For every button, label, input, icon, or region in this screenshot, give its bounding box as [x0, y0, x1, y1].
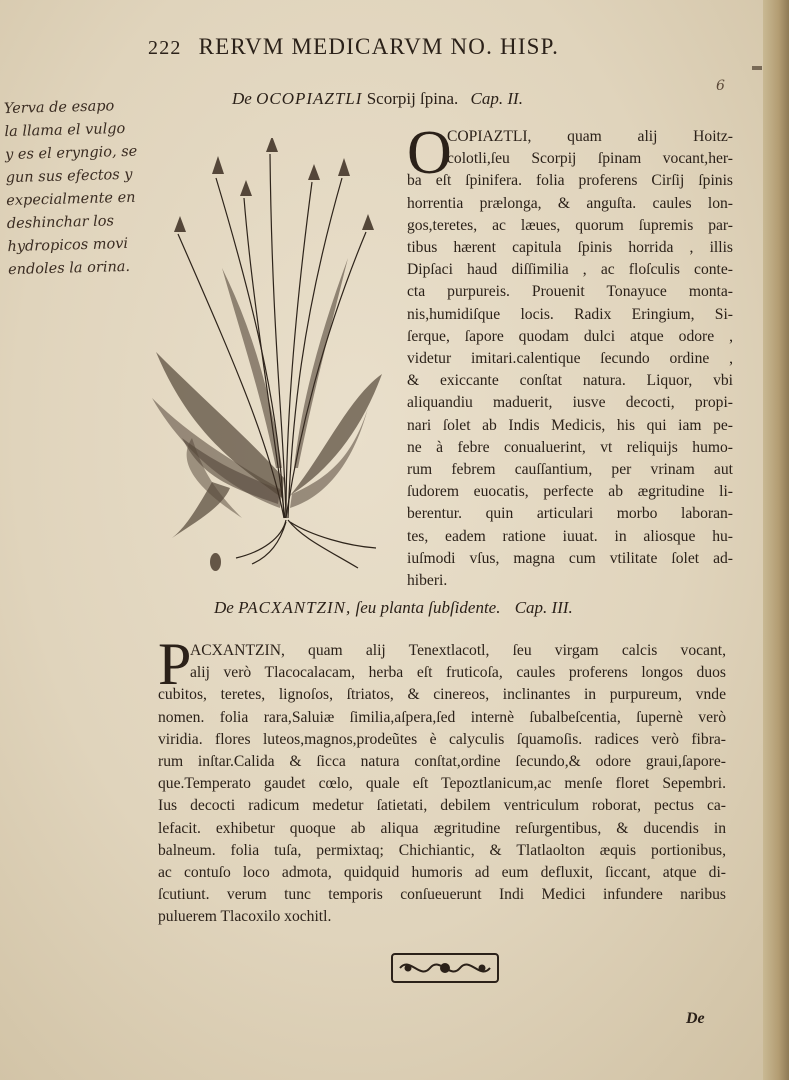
chapter-2-number: Cap. II.: [470, 89, 523, 108]
chapter2-text-line: tibus hærent capitula ſpinis horrida , illis: [407, 239, 733, 257]
chapter2-text-line: colotli,ſeu Scorpij ſpinam vocant,her-: [447, 150, 733, 168]
chapter-3-plant-name: PACXANTZIN,: [238, 598, 352, 617]
plant-woodcut-illustration: [152, 138, 388, 574]
margin-note-line: Yerva de esapo: [3, 98, 115, 118]
margin-note-line: la llama el vulgo: [4, 120, 126, 141]
chapter-2-title: [232, 89, 523, 109]
ink-mark: [752, 66, 762, 70]
chapter2-text-line: videtur imitari.calentique ſecundo ordine ,: [407, 350, 733, 368]
catchword: De: [686, 1010, 705, 1027]
chapter-2-drop-cap: O: [407, 119, 452, 187]
chapter-3-title-prefix: De: [214, 598, 234, 617]
running-head-title: RERVM MEDICARVM NO. HISP.: [198, 34, 560, 59]
chapter2-text-line: tes, eadem ratione iuuat. in aliosque hu-: [407, 527, 733, 545]
page-number: 222: [148, 37, 182, 59]
chapter3-text-line: rum inſtar.Calida & ſicca natura conſtat,ordine ſecundo,& odore graui,ſapore-: [158, 753, 726, 771]
chapter3-text-line: Ius decocti radicum medetur ſatietati, debilem ventriculum roborat, pectus ca-: [158, 797, 726, 815]
chapter-2-subtitle: Scorpij ſpina.: [366, 89, 459, 108]
running-head: [148, 34, 668, 60]
chapter-3-body-text: [158, 631, 726, 929]
chapter2-text-line: gos,teretes, ac læues, quorum ſupremis par-: [407, 216, 733, 234]
chapter-3-drop-cap: P: [158, 631, 192, 697]
chapter-2-title-prefix: De: [232, 89, 252, 108]
chapter2-text-line: COPIAZTLI, quam alij Hoitz-: [447, 128, 733, 145]
chapter2-text-line: rum febrem cauſſantium, per vrinam aut: [407, 461, 733, 479]
chapter3-text-line: que.Temperato gaudet cœlo, quale eſt Tepoztlanicum,ac menſe floret Sepembri.: [158, 775, 726, 793]
chapter-3-title: [214, 598, 573, 618]
chapter2-text-line: nari ſolet ab Indis Medicis, his qui iam pe-: [407, 416, 733, 434]
chapter2-text-line: Dipſaci haud diſſimilia , ac floſculis conte-: [407, 261, 733, 279]
margin-note-line: deshinchar los: [6, 213, 115, 233]
chapter3-text-line: cubitos, teretes, lignoſos, ſtriatos, & cinereos, inclinantes in purpureum, vnde: [158, 686, 726, 704]
chapter2-text-line: ne à febre conualuerint, vt reliquijs humo-: [407, 438, 733, 456]
chapter2-text-line: horrentia prælonga, & anguſta. caules lon-: [407, 194, 733, 212]
chapter3-text-line: ACXANTZIN, quam alij Tenextlacotl, ſeu virgam calcis vocant,: [190, 642, 726, 659]
chapter2-text-line: ſerque, ſapore quodam dulci atque odore ,: [407, 327, 733, 345]
chapter-2-plant-name: OCOPIAZTLI: [256, 89, 363, 108]
chapter3-text-line: viridia. flores luteos,magnos,prodeũtes è calyculis ſquamoſis. radices verò fibra-: [158, 730, 726, 748]
margin-note-line: endoles la orina.: [7, 258, 131, 279]
page-gutter: [763, 0, 789, 1080]
chapter2-text-line: berentur. quin articulari morbo laboran-: [407, 505, 733, 523]
chapter3-text-line: lefacit. exhibetur quoque ab aliqua ægritudine reſurgentibus, & ducendis in: [158, 819, 726, 837]
margin-note-line: gun sus efectos y: [5, 166, 133, 187]
corner-handwritten-mark: 6: [716, 78, 725, 94]
chapter2-text-line: ba eſt ſpinifera. folia proferens Cirſij ſpinis: [407, 172, 733, 190]
chapter-3-number: Cap. III.: [514, 598, 573, 617]
chapter2-text-line: hiberi.: [407, 572, 448, 590]
chapter2-text-line: nis,humidiſque locis. Radix Eringium, Si-: [407, 305, 733, 323]
chapter2-text-line: cta purpureis. Prouenit Tonayuce monta-: [407, 283, 733, 301]
chapter2-text-line: aliquandiu maduerit, iusve decocti, propi-: [407, 394, 733, 412]
chapter-2-body-text: [407, 119, 733, 592]
handwritten-margin-note: [4, 94, 169, 282]
chapter3-text-line: puluerem Tlacoxilo xochitl.: [158, 908, 332, 926]
chapter3-text-line: ac contuſo loco admota, quidquid humoris ad eum defluxit, ſiccant, atque di-: [158, 864, 726, 882]
printer-ornament: [390, 950, 500, 986]
margin-note-line: hydropicos movi: [7, 235, 129, 256]
chapter3-text-line: nomen. folia rara,Saluiæ ſimilia,aſpera,ſed internè ſubalbeſcentia, ſupernè verò: [158, 708, 726, 726]
margin-note-line: y es el eryngio, se: [4, 143, 138, 164]
chapter2-text-line: ſudorem euocatis, perfecte ab ægritudine li-: [407, 483, 733, 501]
chapter3-text-line: alij verò Tlacocalacam, herba eſt fruticoſa, caules proferens longos duos: [190, 664, 726, 682]
chapter-3-subtitle: ſeu planta ſubſidente.: [355, 598, 501, 617]
chapter2-text-line: & exiccante conſtat natura. Liquor, vbi: [407, 372, 733, 390]
margin-note-line: expecialmente en: [6, 189, 136, 210]
chapter3-text-line: ſcutiunt. verum tunc temporis conſueuerunt Indi Medici infundere naribus: [158, 886, 726, 904]
chapter3-text-line: balneum. folia tuſa, permixtaq; Chichiantic, & Tlatlaolton æquis portionibus,: [158, 841, 726, 859]
chapter2-text-line: iuſmodi vſus, magna cum vtilitate ſolet ad-: [407, 549, 733, 567]
